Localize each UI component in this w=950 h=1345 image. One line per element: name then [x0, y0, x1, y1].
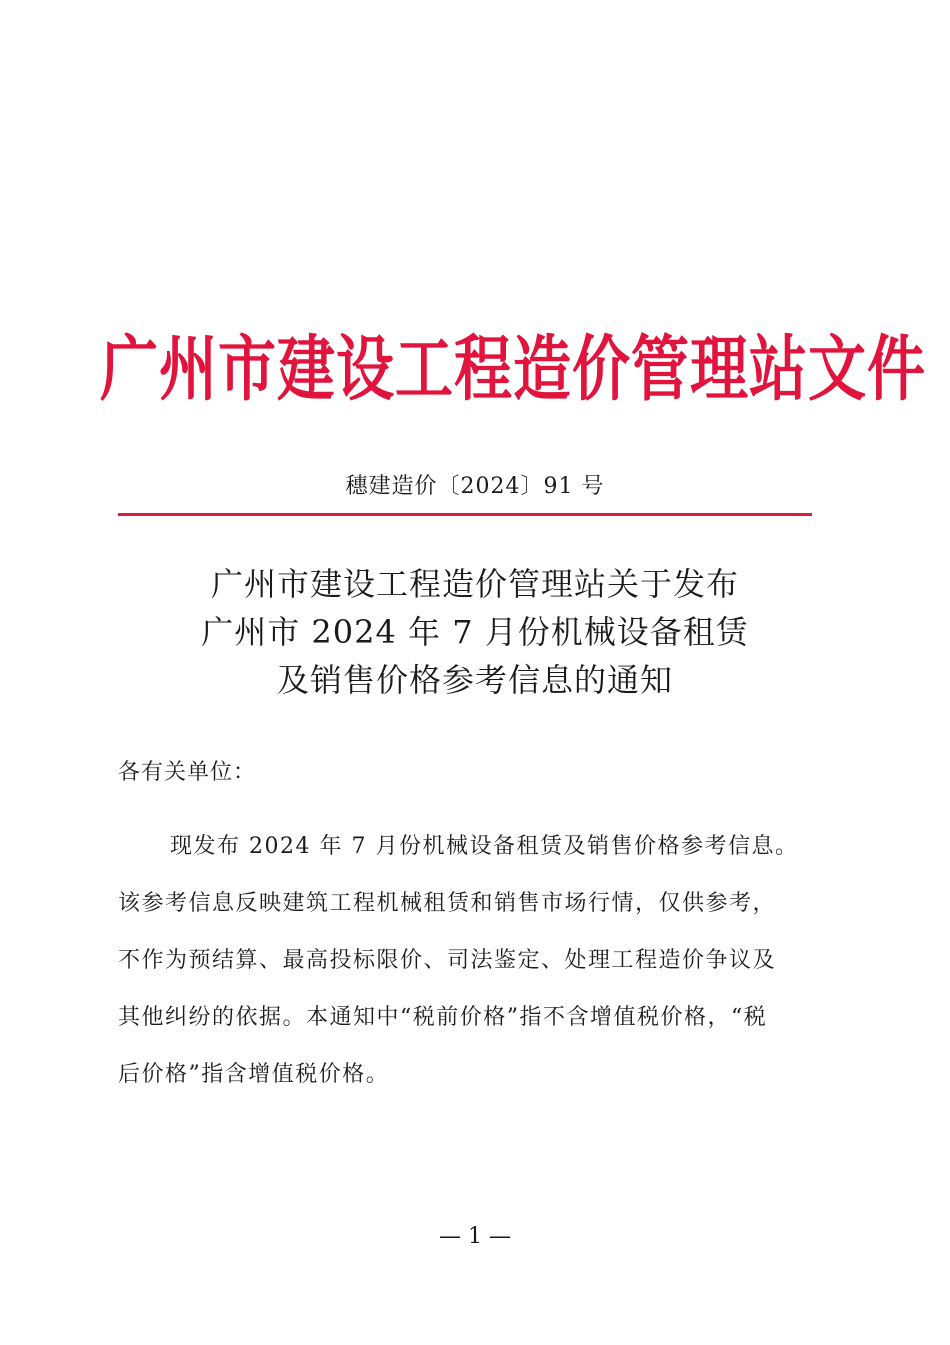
red-divider: [118, 513, 812, 516]
body-paragraph: [118, 818, 830, 1103]
document-number: 穗建造价〔2024〕91 号: [345, 474, 605, 499]
notice-title-line: 及销售价格参考信息的通知: [276, 661, 673, 699]
notice-title: [100, 560, 850, 704]
salutation: 各有关单位：: [118, 760, 257, 785]
body-line: 不作为预结算、最高投标限价、司法鉴定、处理工程造价争议及: [118, 948, 777, 973]
body-line: 现发布 2024 年 7 月份机械设备租赁及销售价格参考信息。: [170, 834, 799, 859]
body-line: 其他纠纷的依据。本通知中“税前价格”指不含增值税价格，“税: [118, 1005, 768, 1030]
masthead-title: 广州市建设工程造价管理站文件: [100, 327, 927, 411]
notice-title-line: 广州市 2024 年 7 月份机械设备租赁: [201, 613, 749, 651]
notice-title-line: 广州市建设工程造价管理站关于发布: [210, 565, 739, 603]
body-line: 后价格”指含增值税价格。: [118, 1062, 390, 1087]
body-line: 该参考信息反映建筑工程机械租赁和销售市场行情，仅供参考，: [118, 891, 777, 916]
page-number: — 1 —: [439, 1224, 511, 1249]
